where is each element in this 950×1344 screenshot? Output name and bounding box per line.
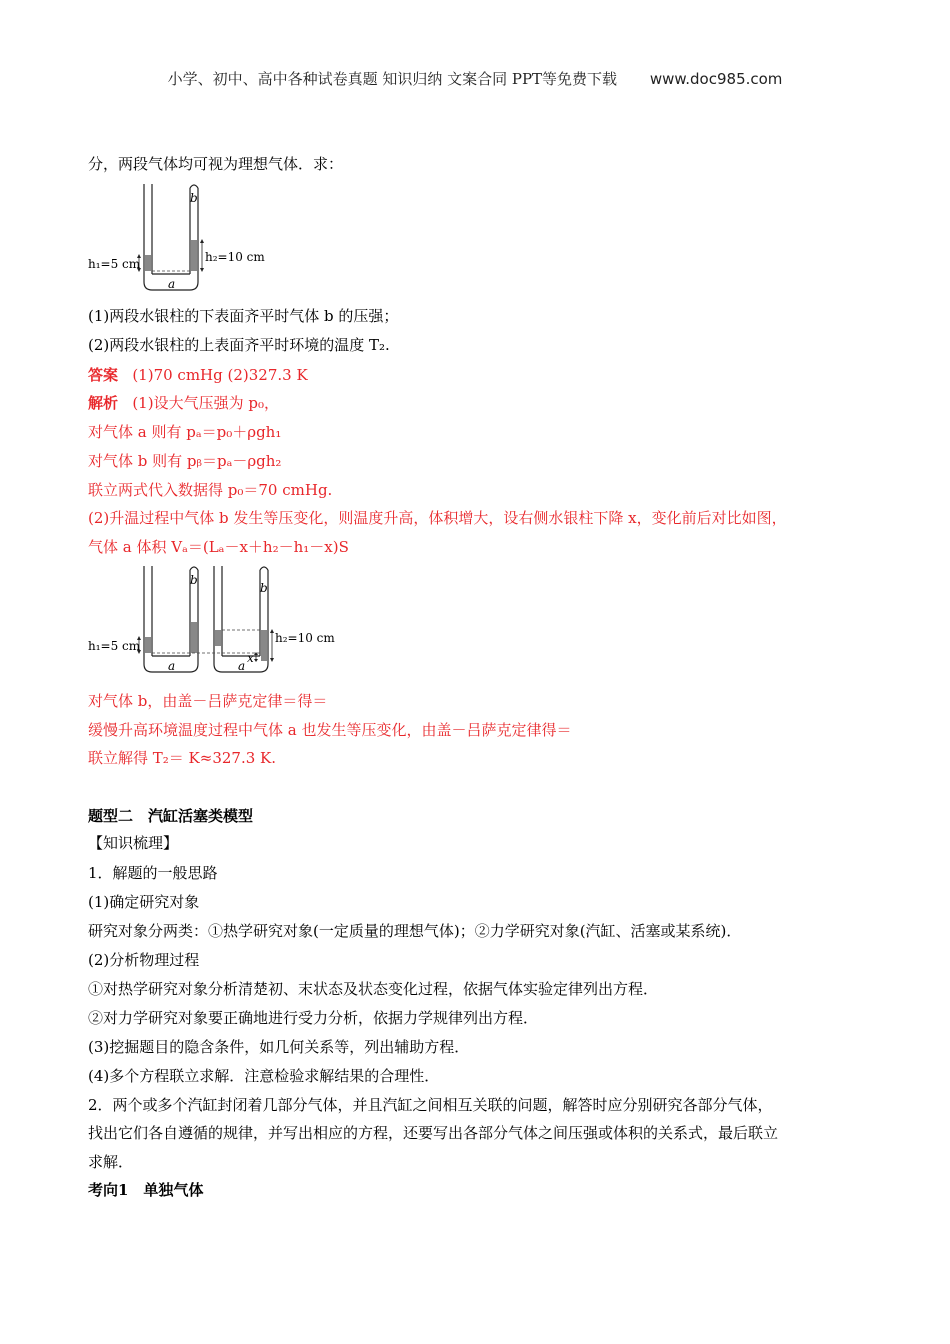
section2-line-5: ①对热学研究对象分析清楚初、末状态及状态变化过程，依据气体实验定律列出方程． bbox=[88, 980, 659, 998]
fig1-label-h2: h₂=10 cm bbox=[205, 250, 265, 264]
analysis-line-5: (2)升温过程中气体 b 发生等压变化，则温度升高，体积增大，设右侧水银柱下降 x，变化前后对比如图， bbox=[88, 509, 787, 527]
knowledge-heading: 【知识梳理】 bbox=[88, 834, 179, 852]
fig2-label-h1: h₁=5 cm bbox=[88, 639, 141, 653]
section2-line-3: 研究对象分两类：①热学研究对象(一定质量的理想气体)；②力学研究对象(汽缸、活塞或某系统)． bbox=[88, 922, 742, 940]
question-2: (2)两段水银柱的上表面齐平时环境的温度 T₂. bbox=[88, 336, 390, 354]
fig2-label-b1: b bbox=[190, 573, 198, 587]
answer-label: 答案 bbox=[88, 366, 119, 384]
fig2-label-a1: a bbox=[168, 659, 176, 673]
analysis-line-1 bbox=[88, 393, 279, 413]
section2-line-1: 1．解题的一般思路 bbox=[88, 864, 218, 882]
intro-text: 分，两段气体均可视为理想气体．求： bbox=[88, 155, 344, 173]
section2-line-9: 2．两个或多个汽缸封闭着几部分气体，并且汽缸之间相互关联的问题，解答时应分别研究各部分气体， bbox=[88, 1096, 773, 1114]
section2-line-7: (3)挖掘题目的隐含条件，如几何关系等，列出辅助方程． bbox=[88, 1038, 470, 1056]
question-1: (1)两段水银柱的下表面齐平时气体 b 的压强； bbox=[88, 307, 399, 325]
section2-line-2: (1)确定研究对象 bbox=[88, 893, 200, 911]
u-tube-figure-1 bbox=[86, 182, 276, 300]
fig1-label-h1: h₁=5 cm bbox=[88, 257, 141, 271]
section2-line-11: 求解． bbox=[88, 1153, 134, 1171]
analysis-label: 解析 bbox=[88, 394, 119, 412]
analysis-after-1: 对气体 b，由盖－吕萨克定律＝得＝ bbox=[88, 692, 328, 710]
fig1-label-a: a bbox=[168, 277, 176, 291]
page-header bbox=[0, 68, 950, 89]
section2-title: 题型二 汽缸活塞类模型 bbox=[88, 807, 254, 825]
mercury-left bbox=[145, 255, 151, 271]
fig2-label-h2: h₂=10 cm bbox=[275, 631, 335, 645]
mercury-right bbox=[191, 240, 197, 271]
answer-text: (1)70 cmHg (2)327.3 K bbox=[132, 366, 308, 384]
fig2-label-x: x bbox=[247, 651, 254, 665]
analysis-line-3: 对气体 b 则有 pᵦ＝pₐ－ρgh₂ bbox=[88, 452, 282, 470]
analysis-line-2: 对气体 a 则有 pₐ＝p₀＋ρgh₁ bbox=[88, 423, 282, 441]
analysis-line-6: 气体 a 体积 Vₐ＝(Lₐ－x＋h₂－h₁－x)S bbox=[88, 538, 349, 556]
section2-line-6: ②对力学研究对象要正确地进行受力分析，依据力学规律列出方程． bbox=[88, 1009, 539, 1027]
header-site-link[interactable]: www.doc985.com bbox=[649, 70, 783, 88]
answer-line bbox=[88, 365, 308, 385]
analysis-line-4: 联立两式代入数据得 p₀＝70 cmHg. bbox=[88, 481, 333, 499]
section2-line-8: (4)多个方程联立求解．注意检验求解结果的合理性． bbox=[88, 1067, 440, 1085]
section2-subtitle: 考向1 单独气体 bbox=[88, 1181, 204, 1199]
analysis-after-2: 缓慢升高环境温度过程中气体 a 也发生等压变化，由盖－吕萨克定律得＝ bbox=[88, 721, 572, 739]
header-text: 小学、初中、高中各种试卷真题 知识归纳 文案合同 PPT等免费下载 bbox=[167, 70, 618, 88]
analysis-after-3: 联立解得 T₂＝ K≈327.3 K. bbox=[88, 749, 277, 767]
analysis-text-1: (1)设大气压强为 p₀， bbox=[132, 394, 279, 412]
fig1-label-b: b bbox=[190, 191, 198, 205]
u-tube-figure-2 bbox=[86, 564, 346, 682]
fig2-label-b2: b bbox=[260, 581, 268, 595]
section2-line-10: 找出它们各自遵循的规律，并写出相应的方程，还要写出各部分气体之间压强或体积的关系式，最后联立 bbox=[88, 1124, 779, 1142]
fig2-label-a2: a bbox=[238, 659, 246, 673]
section2-line-4: (2)分析物理过程 bbox=[88, 951, 200, 969]
